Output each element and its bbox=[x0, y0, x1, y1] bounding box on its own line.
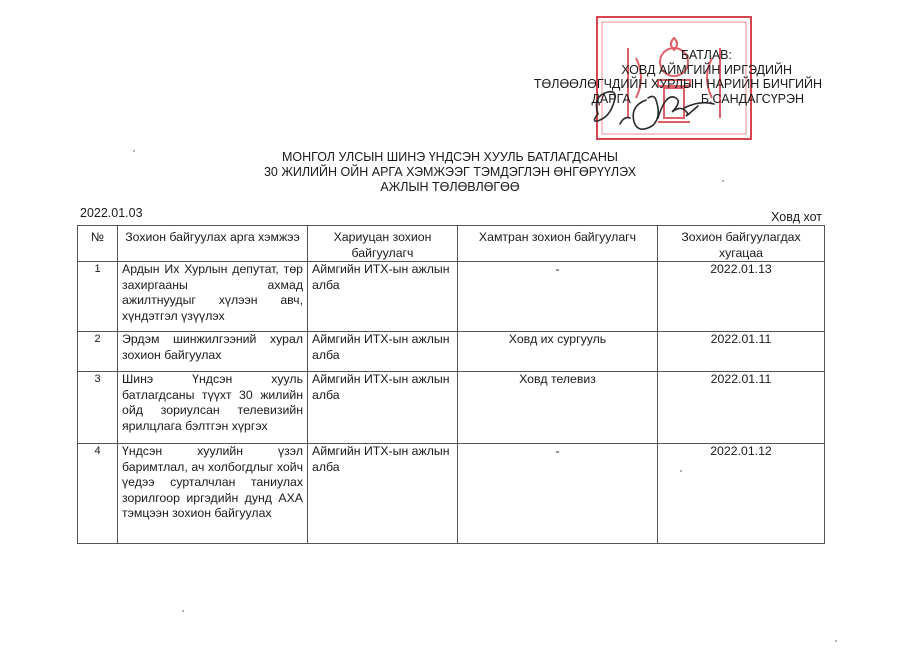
header-partner: Хамтран зохион байгуулагч bbox=[458, 226, 658, 262]
row-partner: - bbox=[458, 444, 658, 544]
scan-speck bbox=[680, 470, 682, 472]
table-row bbox=[78, 262, 825, 332]
header-activity: Зохион байгуулах арга хэмжээ bbox=[118, 226, 308, 262]
header-deadline: Зохион байгуулагдах хугацаа bbox=[658, 226, 825, 262]
document-place: Ховд хот bbox=[771, 210, 822, 224]
approval-position: ДАРГА bbox=[591, 91, 631, 106]
row-deadline: 2022.01.13 bbox=[658, 262, 825, 332]
row-num: 3 bbox=[78, 372, 118, 444]
title-line-2: 30 ЖИЛИЙН ОЙН АРГА ХЭМЖЭЭГ ТЭМДЭГЛЭН ӨНГӨРҮҮЛЭХ bbox=[263, 165, 637, 179]
row-activity: Шинэ Үндсэн хууль батлагдсаны түүхт 30 жилийн ойд зориулсан телевизийн ярилцлага бэлтгэн хүргэх bbox=[118, 372, 308, 444]
row-activity: Үндсэн хуулийн үзэл баримтлал, ач холбогдлыг хойч үедээ сурталчлан таниулах зорилгоор иргэдийн дунд АХА тэмцээн зохион байгуулах bbox=[118, 444, 308, 544]
row-responsible: Аймгийн ИТХ-ын ажлын алба bbox=[308, 262, 458, 332]
table-row bbox=[78, 444, 825, 544]
row-activity: Ардын Их Хурлын депутат, төр захиргааны ахмад ажилтнуудыг хүлээн авч, хүндэтгэл үзүүлэх bbox=[118, 262, 308, 332]
row-partner: - bbox=[458, 262, 658, 332]
scan-speck bbox=[722, 180, 724, 182]
row-num: 4 bbox=[78, 444, 118, 544]
row-responsible: Аймгийн ИТХ-ын ажлын алба bbox=[308, 444, 458, 544]
document-title bbox=[250, 150, 650, 195]
table-row bbox=[78, 332, 825, 372]
row-partner: Ховд их сургууль bbox=[458, 332, 658, 372]
header-num: № bbox=[78, 226, 118, 262]
approval-signer: Б.САНДАГСҮРЭН bbox=[700, 91, 804, 106]
approval-title: БАТЛАВ: bbox=[680, 48, 732, 62]
scan-speck bbox=[133, 150, 135, 152]
row-deadline: 2022.01.11 bbox=[658, 332, 825, 372]
document-date: 2022.01.03 bbox=[80, 206, 143, 220]
table-header-row bbox=[78, 226, 825, 262]
title-line-1: МОНГОЛ УЛСЫН ШИНЭ ҮНДСЭН ХУУЛЬ БАТЛАГДСАНЫ bbox=[281, 150, 618, 164]
row-deadline: 2022.01.12 bbox=[658, 444, 825, 544]
plan-table bbox=[77, 225, 825, 544]
row-activity: Эрдэм шинжилгээний хурал зохион байгуулах bbox=[118, 332, 308, 372]
approval-signature-line bbox=[591, 92, 804, 107]
row-num: 1 bbox=[78, 262, 118, 332]
row-num: 2 bbox=[78, 332, 118, 372]
row-responsible: Аймгийн ИТХ-ын ажлын алба bbox=[308, 332, 458, 372]
header-responsible: Хариуцан зохион байгуулагч bbox=[308, 226, 458, 262]
scan-speck bbox=[835, 640, 837, 642]
approval-line-2: ХОВД АЙМГИЙН ИРГЭДИЙН bbox=[621, 62, 792, 77]
table-row bbox=[78, 372, 825, 444]
row-responsible: Аймгийн ИТХ-ын ажлын алба bbox=[308, 372, 458, 444]
approval-line-3: ТӨЛӨӨЛӨГЧДИЙН ХУРЛЫН НАРИЙН БИЧГИЙН bbox=[533, 77, 822, 91]
title-line-3: АЖЛЫН ТӨЛӨВЛӨГӨӨ bbox=[380, 180, 520, 194]
row-deadline: 2022.01.11 bbox=[658, 372, 825, 444]
row-partner: Ховд телевиз bbox=[458, 372, 658, 444]
scan-speck bbox=[182, 610, 184, 612]
